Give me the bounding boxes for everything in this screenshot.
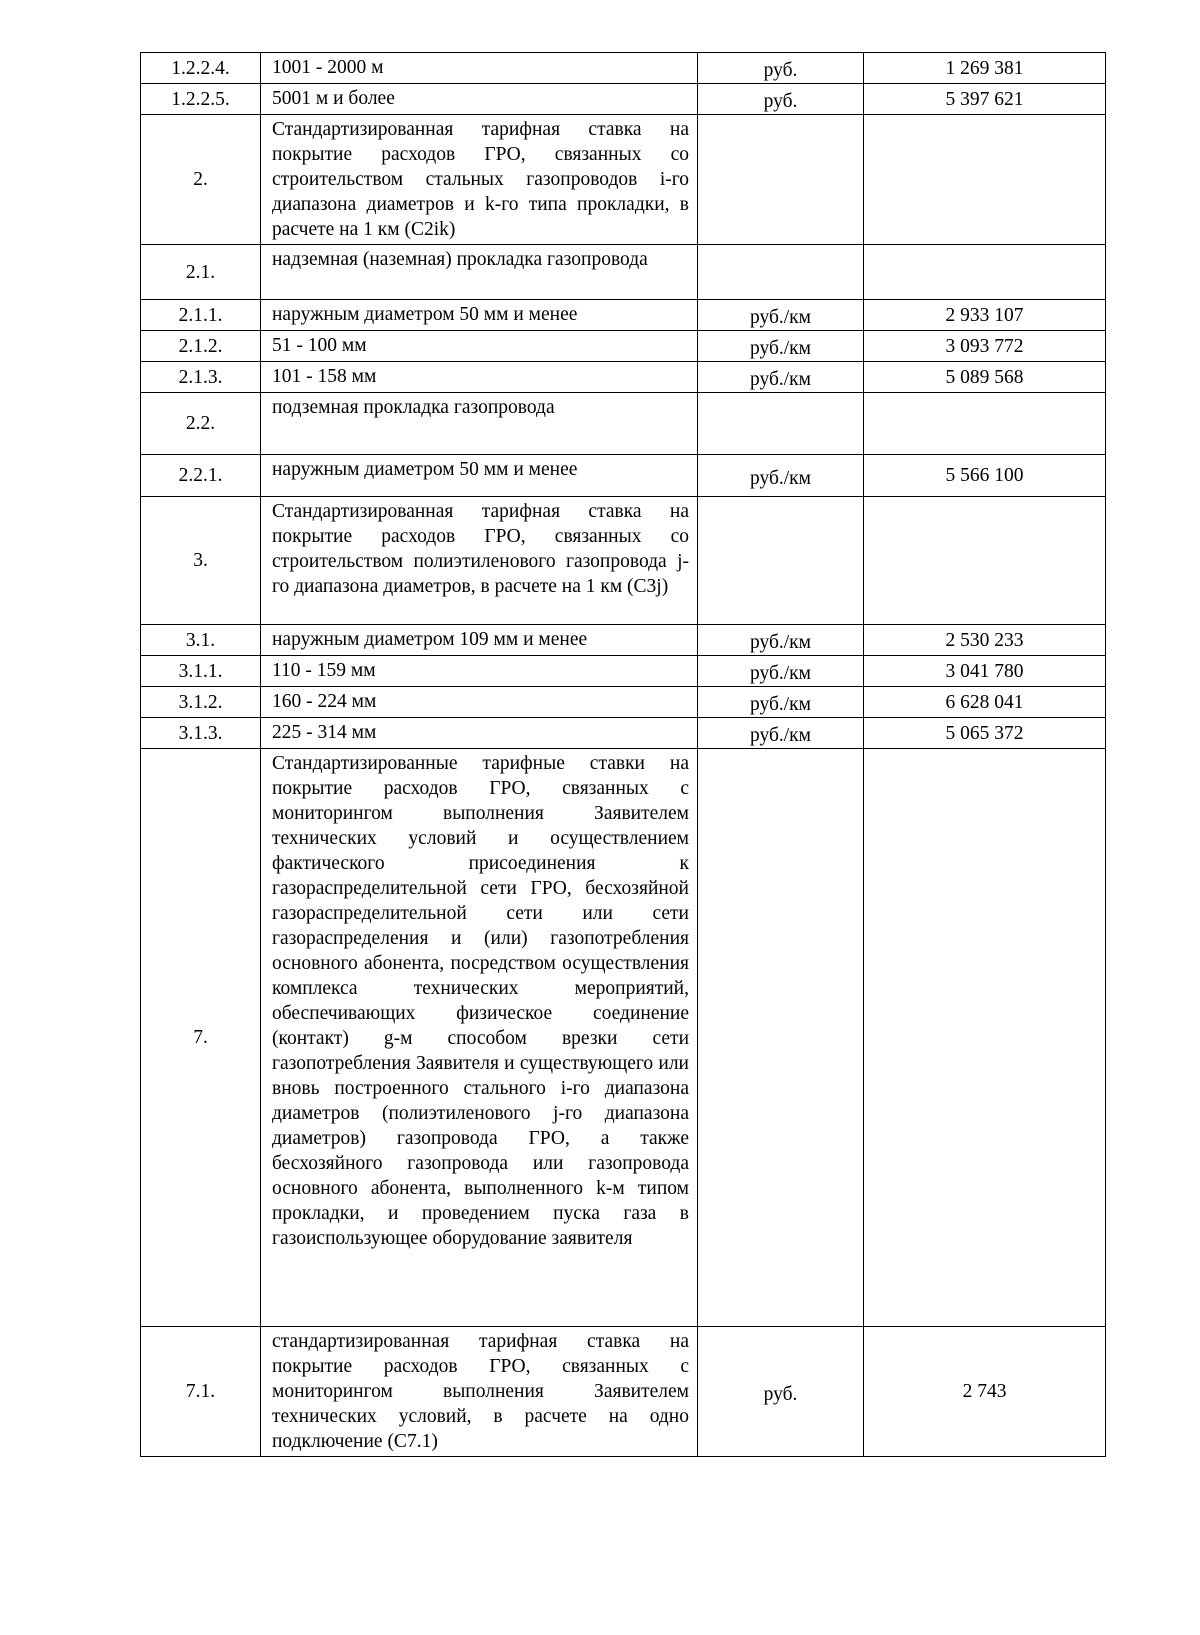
row-name: 160 - 224 мм: [261, 687, 698, 718]
row-unit: руб./км: [698, 687, 864, 718]
table-row: [141, 393, 1106, 455]
row-value: [864, 749, 1106, 1327]
row-name: наружным диаметром 50 мм и менее: [261, 300, 698, 331]
table-row: [141, 53, 1106, 84]
table-row: [141, 656, 1106, 687]
row-number: 2.1.: [141, 245, 261, 300]
row-unit: [698, 115, 864, 245]
table-row: [141, 362, 1106, 393]
table-row: [141, 749, 1106, 1327]
row-unit: руб./км: [698, 656, 864, 687]
row-value: 5 566 100: [864, 455, 1106, 497]
row-number: 3.1.3.: [141, 718, 261, 749]
row-unit: руб.: [698, 1327, 864, 1457]
row-unit: [698, 749, 864, 1327]
row-number: 2.2.1.: [141, 455, 261, 497]
row-name: 1001 - 2000 м: [261, 53, 698, 84]
table-row: [141, 718, 1106, 749]
row-value: 3 041 780: [864, 656, 1106, 687]
row-name: надземная (наземная) прокладка газопровода: [261, 245, 698, 300]
row-unit: руб./км: [698, 300, 864, 331]
row-value: [864, 497, 1106, 625]
row-number: 2.: [141, 115, 261, 245]
row-number: 3.1.: [141, 625, 261, 656]
row-name: 101 - 158 мм: [261, 362, 698, 393]
row-value: [864, 245, 1106, 300]
row-number: 2.1.2.: [141, 331, 261, 362]
row-name: стандартизированная тарифная ставка на покрытие расходов ГРО, связанных с мониторингом выполнения Заявителем технических условий, в расчете на одно подключение (С7.1): [261, 1327, 698, 1457]
row-name: наружным диаметром 109 мм и менее: [261, 625, 698, 656]
row-name: 51 - 100 мм: [261, 331, 698, 362]
row-number: 3.: [141, 497, 261, 625]
row-name: подземная прокладка газопровода: [261, 393, 698, 455]
row-name: 225 - 314 мм: [261, 718, 698, 749]
row-name: 110 - 159 мм: [261, 656, 698, 687]
row-value: 3 093 772: [864, 331, 1106, 362]
row-number: 7.1.: [141, 1327, 261, 1457]
table-row: [141, 245, 1106, 300]
row-value: [864, 115, 1106, 245]
table-row: [141, 115, 1106, 245]
row-number: 3.1.1.: [141, 656, 261, 687]
row-value: 2 743: [864, 1327, 1106, 1457]
table-row: [141, 1327, 1106, 1457]
row-value: 6 628 041: [864, 687, 1106, 718]
row-number: 1.2.2.5.: [141, 84, 261, 115]
row-name: Стандартизированная тарифная ставка на покрытие расходов ГРО, связанных со строительством полиэтиленового газопровода j-го диапазона диаметров, в расчете на 1 км (С3j): [261, 497, 698, 625]
row-unit: руб./км: [698, 718, 864, 749]
row-unit: руб./км: [698, 455, 864, 497]
row-unit: [698, 245, 864, 300]
row-number: 2.2.: [141, 393, 261, 455]
row-unit: руб.: [698, 53, 864, 84]
table-row: [141, 455, 1106, 497]
row-number: 2.1.3.: [141, 362, 261, 393]
row-value: 5 397 621: [864, 84, 1106, 115]
row-unit: [698, 393, 864, 455]
row-value: 5 065 372: [864, 718, 1106, 749]
tariff-table: [140, 52, 1106, 1457]
row-number: 7.: [141, 749, 261, 1327]
table-row: [141, 84, 1106, 115]
table-row: [141, 625, 1106, 656]
row-unit: руб./км: [698, 331, 864, 362]
row-unit: руб./км: [698, 362, 864, 393]
row-number: 1.2.2.4.: [141, 53, 261, 84]
table-row: [141, 687, 1106, 718]
row-unit: руб.: [698, 84, 864, 115]
row-value: 2 530 233: [864, 625, 1106, 656]
row-name: Стандартизированные тарифные ставки на покрытие расходов ГРО, связанных с мониторингом выполнения Заявителем технических условий и осуществлением фактического присоединения к газораспределительной сети ГРО, бесхозяйной газораспределительной сети или сети газораспределения и (или) газопотребления основного абонента, посредством осуществления комплекса технических мероприятий, обеспечивающих физическое соединение (контакт) g-м способом врезки сети газопотребления Заявителя и существующего или вновь построенного стального i-го диапазона диаметров (полиэтиленового j-го диапазона диаметров) газопровода ГРО, а также бесхозяйного газопровода или газопровода основного абонента, выполненного k-м типом прокладки, и проведением пуска газа в газоиспользующее оборудование заявителя: [261, 749, 698, 1327]
row-value: 1 269 381: [864, 53, 1106, 84]
row-number: 2.1.1.: [141, 300, 261, 331]
table-row: [141, 300, 1106, 331]
row-value: 2 933 107: [864, 300, 1106, 331]
row-name: наружным диаметром 50 мм и менее: [261, 455, 698, 497]
row-number: 3.1.2.: [141, 687, 261, 718]
table-row: [141, 497, 1106, 625]
row-value: 5 089 568: [864, 362, 1106, 393]
table-row: [141, 331, 1106, 362]
row-value: [864, 393, 1106, 455]
row-name: Стандартизированная тарифная ставка на покрытие расходов ГРО, связанных со строительством стальных газопроводов i-го диапазона диаметров и k-го типа прокладки, в расчете на 1 км (С2ik): [261, 115, 698, 245]
row-unit: руб./км: [698, 625, 864, 656]
row-unit: [698, 497, 864, 625]
row-name: 5001 м и более: [261, 84, 698, 115]
